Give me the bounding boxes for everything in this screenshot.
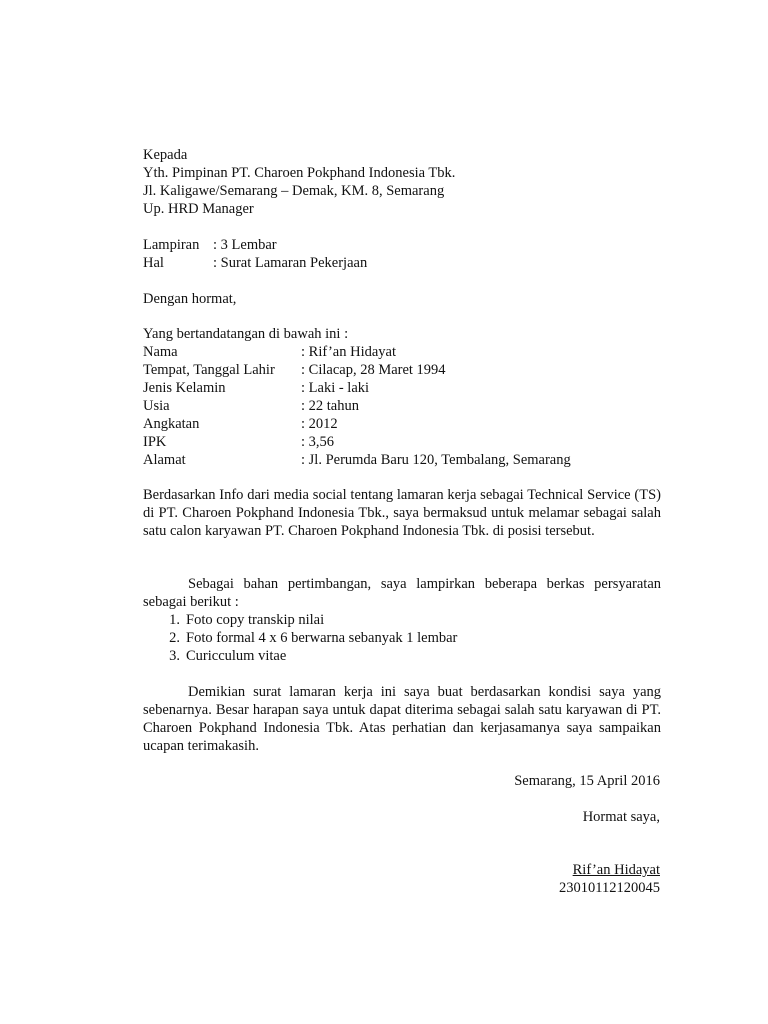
identity-row [143,379,661,397]
list-item [143,629,661,647]
identity-intro: Yang bertandatangan di bawah ini : [143,326,349,342]
identity-row [143,397,661,415]
signer-id-number: 23010112120045 [559,880,660,896]
meta-row-lampiran [143,236,661,254]
list-item-text: Foto copy transkip nilai [186,612,325,628]
recipient-line-3: Up. HRD Manager [143,201,254,217]
lampiran-value: : 3 Lembar [213,237,277,253]
recipient-block [143,146,661,218]
attachments-list [143,611,661,665]
list-item [143,647,661,665]
list-item-number: 2. [169,630,180,646]
recipient-line-2: Jl. Kaligawe/Semarang – Demak, KM. 8, Semarang [143,183,445,199]
list-item-text: Foto formal 4 x 6 berwarna sebanyak 1 lembar [186,630,458,646]
paragraph-purpose: Berdasarkan Info dari media social tentang lamaran kerja sebagai Technical Service (TS) di PT. Charoen Pokphand Indonesia Tbk., saya bermaksud untuk melamar sebagai salah satu calon karyawan PT. Charoen Pokphand Indonesia Tbk. di posisi tersebut. [143,487,661,539]
identity-row [143,415,661,433]
hal-label: Hal [143,255,164,271]
identity-value: : 22 tahun [301,398,359,414]
identity-row [143,343,661,361]
identity-row [143,361,661,379]
identity-value: : Rif’an Hidayat [301,344,397,360]
list-item-number: 3. [169,648,180,664]
lampiran-label: Lampiran [143,237,200,253]
recipient-line-1: Yth. Pimpinan PT. Charoen Pokphand Indonesia Tbk. [143,165,456,181]
recipient-greeting: Kepada [143,147,188,163]
salutation: Dengan hormat, [143,291,237,307]
identity-label: Alamat [143,452,186,468]
identity-label: Nama [143,344,178,360]
signer-name: Rif’an Hidayat [572,862,660,878]
identity-value: : Cilacap, 28 Maret 1994 [301,362,446,378]
identity-block [143,325,661,469]
identity-value: : Jl. Perumda Baru 120, Tembalang, Semarang [301,452,571,468]
paragraph-closing: Demikian surat lamaran kerja ini saya buat berdasarkan kondisi saya yang sebenarnya. Besar harapan saya untuk dapat diterima sebagai salah satu karyawan di PT. Charoen Pokphand Indonesia Tbk. Atas perhatian dan kerjasamanya saya sampaikan ucapan terimakasih. [143,684,661,754]
identity-label: Angkatan [143,416,200,432]
identity-label: Jenis Kelamin [143,380,226,396]
identity-label: Tempat, Tanggal Lahir [143,362,275,378]
list-item [143,611,661,629]
hal-value: : Surat Lamaran Pekerjaan [213,255,368,271]
identity-value: : Laki - laki [301,380,370,396]
identity-row [143,433,661,451]
identity-label: Usia [143,398,170,414]
identity-value: : 3,56 [301,434,335,450]
meta-block [143,236,661,272]
list-item-number: 1. [169,612,180,628]
regards: Hormat saya, [582,809,660,825]
list-item-text: Curicculum vitae [186,648,287,664]
meta-row-hal [143,254,661,272]
paragraph-attachments-intro: Sebagai bahan pertimbangan, saya lampirkan beberapa berkas persyaratan sebagai berikut : [143,576,661,610]
identity-value: : 2012 [301,416,338,432]
attachments-block [143,575,661,665]
identity-row [143,451,661,469]
place-date: Semarang, 15 April 2016 [514,773,660,789]
identity-label: IPK [143,434,167,450]
